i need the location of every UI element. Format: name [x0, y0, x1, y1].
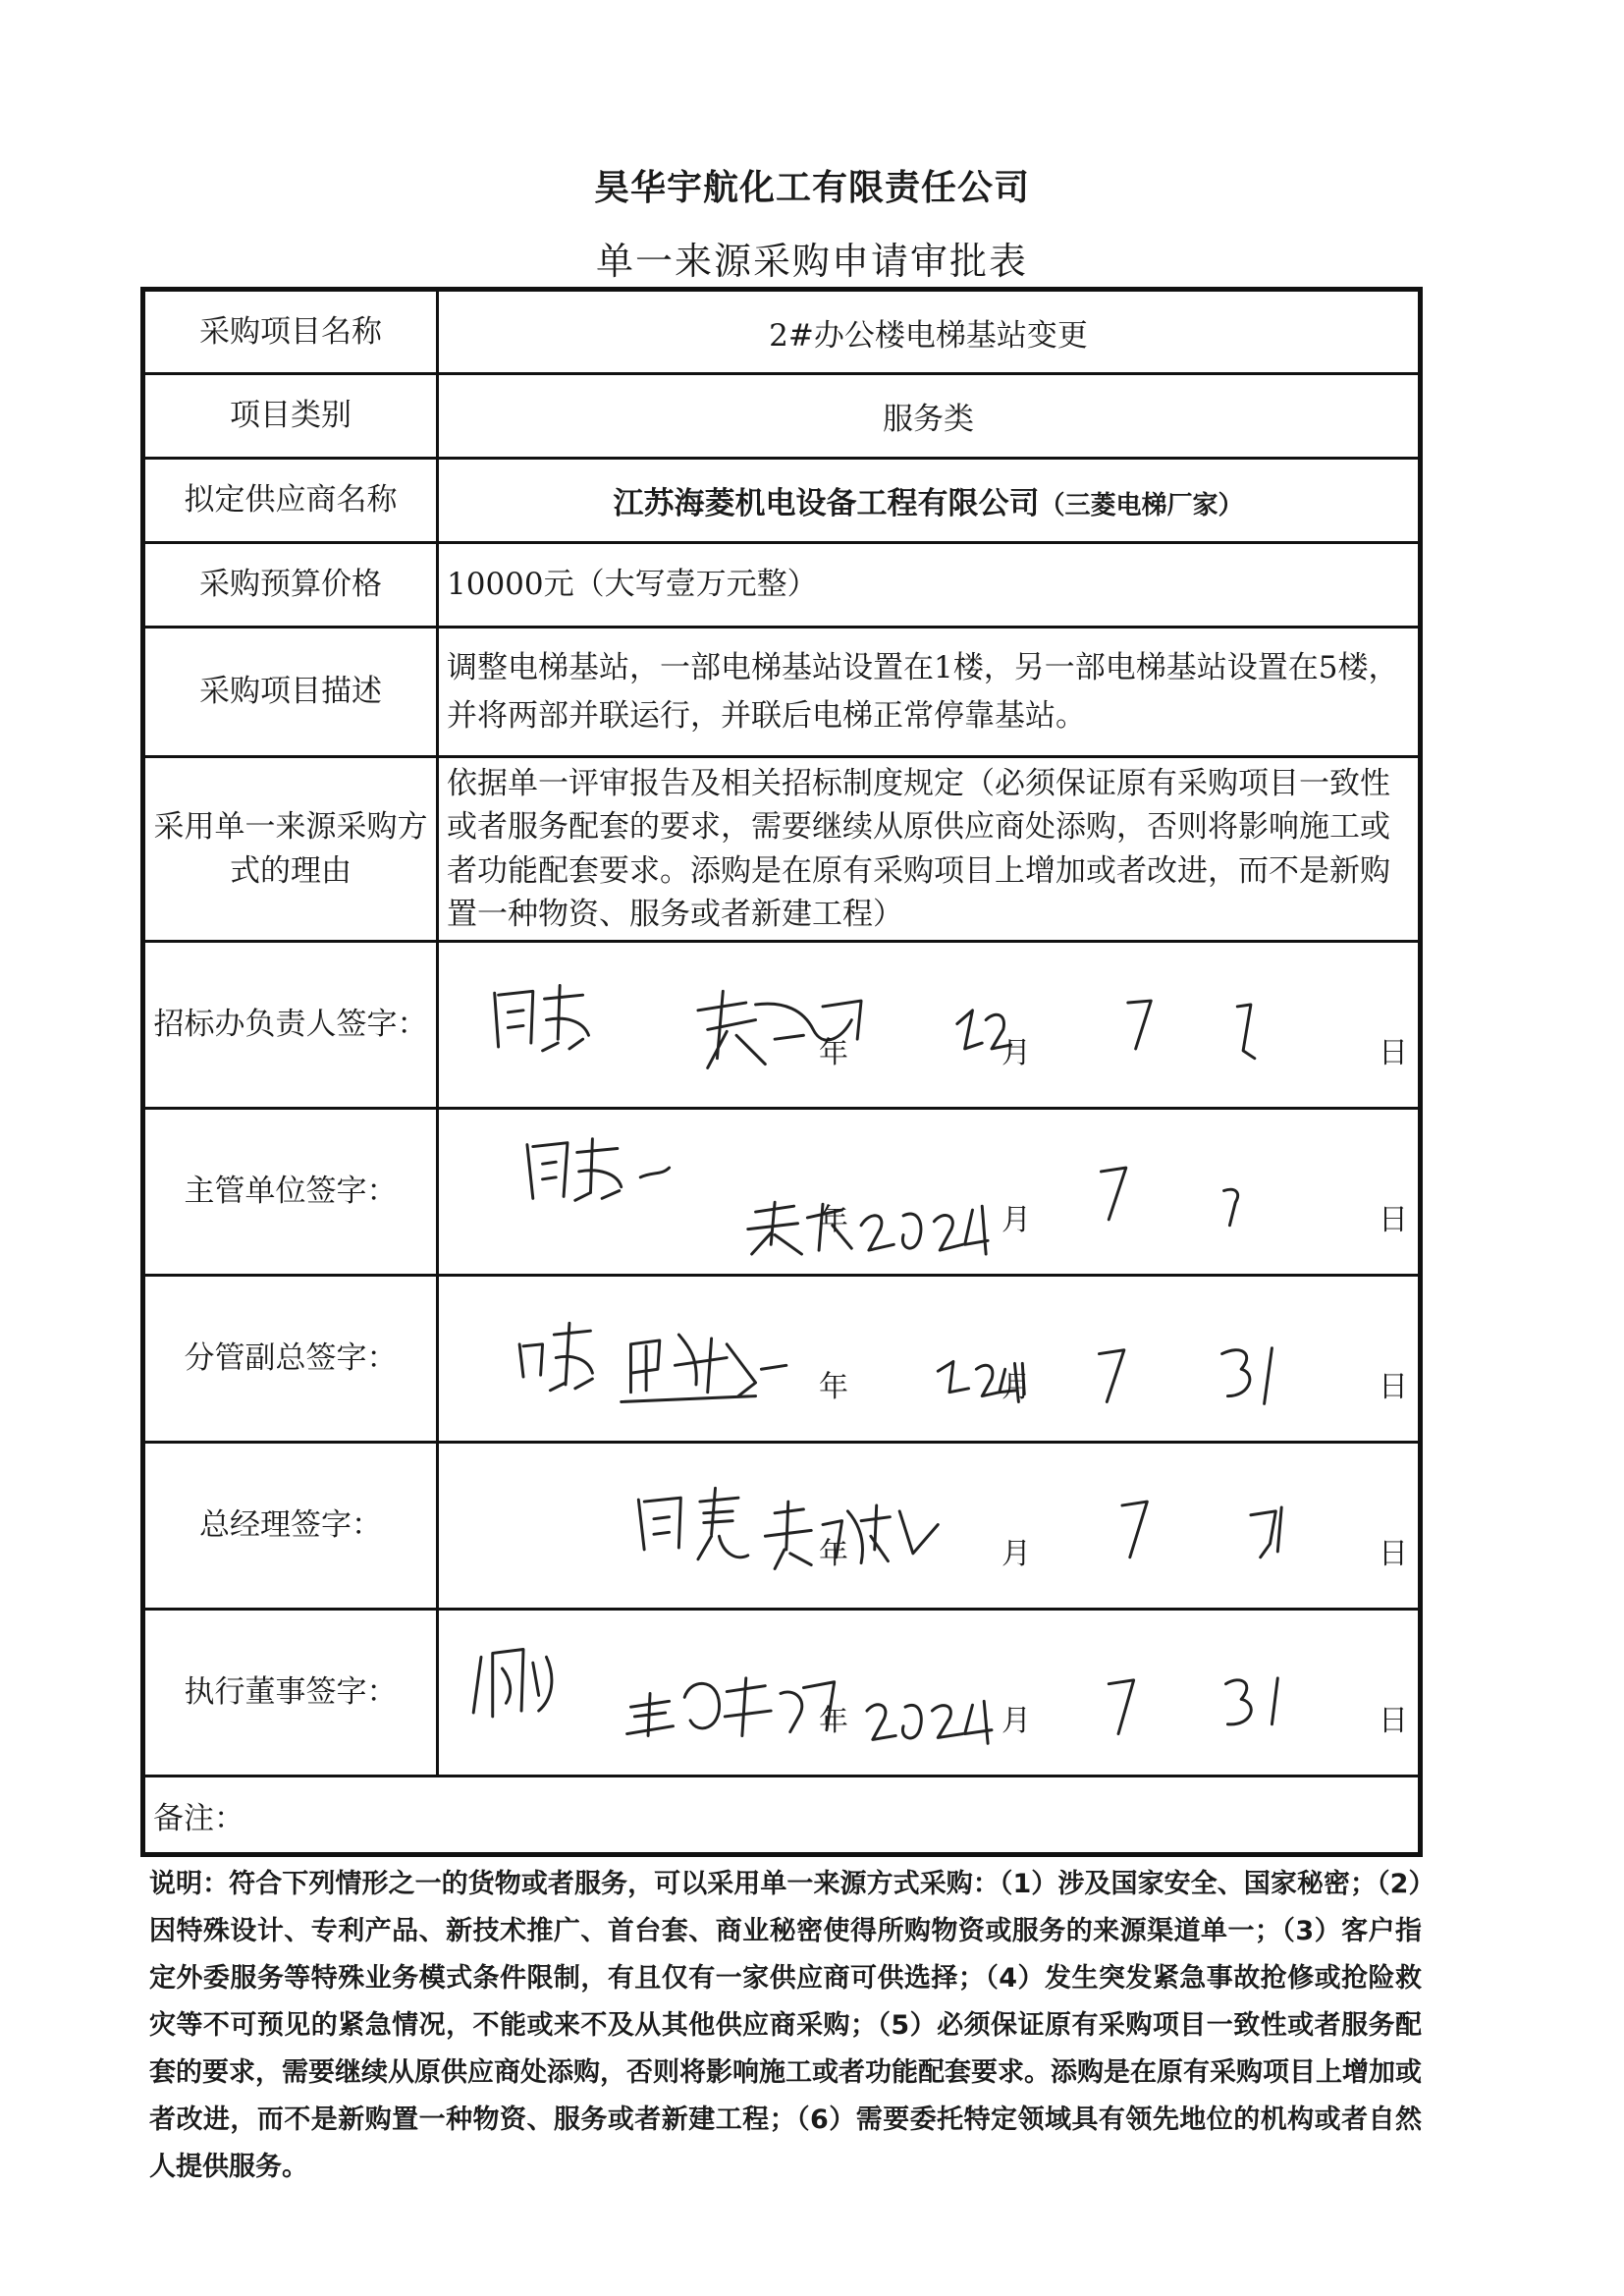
- value-budget: 10000元（大写壹万元整）: [438, 543, 1421, 628]
- date-day-unit: 日: [1379, 1537, 1408, 1571]
- row-project-name: [143, 290, 1421, 374]
- handwritten-signature-image: [439, 1277, 1418, 1441]
- date-year-unit: 年: [819, 1203, 848, 1237]
- signature-cell: [438, 1109, 1421, 1276]
- explanation-text: 说明：符合下列情形之一的货物或者服务，可以采用单一来源方式采购：（1）涉及国家安全、国家秘密；（2）因特殊设计、专利产品、新技术推广、首台套、商业秘密使得所购物资或服务的来源渠道单一；（3）客户指定外委服务等特殊业务模式条件限制，有且仅有一家供应商可供选择；（4）发生突发紧急事故抢修或抢险救灾等不可预见的紧急情况，不能或来不及从其他供应商采购；（5）必须保证原有采购项目一致性或者服务配套的要求，需要继续从原供应商处添购，否则将影响施工或者功能配套要求。添购是在原有采购项目上增加或者改进，而不是新购置一种物资、服务或者新建工程；（6）需要委托特定领域具有领先地位的机构或者自然人提供服务。: [149, 1869, 1422, 2182]
- date-day-unit: 日: [1379, 1704, 1408, 1738]
- date-day-unit: 日: [1379, 1036, 1408, 1070]
- date-year-unit: 年: [819, 1537, 848, 1571]
- signature-row-executive-director: [143, 1610, 1421, 1777]
- company-name: 昊华宇航化工有限责任公司: [593, 168, 1030, 208]
- label-supplier: 拟定供应商名称: [143, 459, 438, 543]
- signature-cell: [438, 942, 1421, 1109]
- handwritten-signature-image: [439, 1611, 1418, 1775]
- value-reason: 依据单一评审报告及相关招标制度规定（必须保证原有采购项目一致性或者服务配套的要求，需要继续从原供应商处添购，否则将影响施工或者功能配套要求。添购是在原有采购项目上增加或者改进，而不是新购置一种物资、服务或者新建工程）: [438, 757, 1421, 942]
- value-supplier-cell: [438, 459, 1421, 543]
- signature-cell: [438, 1276, 1421, 1443]
- row-remarks: [143, 1777, 1421, 1855]
- signature-row-bidding-office: [143, 942, 1421, 1109]
- date-month-unit: 月: [1001, 1203, 1031, 1237]
- signature-label: 总经理签字：: [143, 1443, 438, 1610]
- date-month-unit: 月: [1001, 1036, 1031, 1070]
- row-supplier: [143, 459, 1421, 543]
- label-budget: 采购预算价格: [143, 543, 438, 628]
- handwritten-signature-image: [439, 1110, 1418, 1274]
- signature-row-department: [143, 1109, 1421, 1276]
- date-month-unit: 月: [1001, 1537, 1031, 1571]
- label-project-name: 采购项目名称: [143, 290, 438, 374]
- row-budget: [143, 543, 1421, 628]
- label-description: 采购项目描述: [143, 628, 438, 757]
- signature-row-vice-president: [143, 1276, 1421, 1443]
- date-month-unit: 月: [1001, 1704, 1031, 1738]
- remarks-label: 备注：: [143, 1777, 1421, 1855]
- row-category: [143, 374, 1421, 459]
- form-title: 单一来源采购申请审批表: [595, 240, 1028, 283]
- label-category: 项目类别: [143, 374, 438, 459]
- signature-label: 分管副总签字：: [143, 1276, 438, 1443]
- row-reason: [143, 757, 1421, 942]
- handwritten-signature-image: [439, 943, 1418, 1107]
- signature-date: [819, 1199, 1408, 1238]
- date-year-unit: 年: [819, 1036, 848, 1070]
- handwritten-signature-image: [439, 1444, 1418, 1608]
- row-description: [143, 628, 1421, 757]
- date-month-unit: 月: [1001, 1370, 1031, 1404]
- approval-form-table: [140, 287, 1423, 1857]
- signature-row-general-manager: [143, 1443, 1421, 1610]
- date-day-unit: 日: [1379, 1370, 1408, 1404]
- supplier-note: （三菱电梯厂家）: [1039, 491, 1244, 520]
- signature-label: 主管单位签字：: [143, 1109, 438, 1276]
- signature-date: [819, 1700, 1408, 1739]
- signature-cell: [438, 1610, 1421, 1777]
- signature-label: 招标办负责人签字：: [143, 942, 438, 1109]
- date-day-unit: 日: [1379, 1203, 1408, 1237]
- signature-date: [819, 1032, 1408, 1071]
- date-year-unit: 年: [819, 1704, 848, 1738]
- value-category: 服务类: [438, 374, 1421, 459]
- label-reason: 采用单一来源采购方式的理由: [143, 757, 438, 942]
- signature-date: [819, 1533, 1408, 1572]
- value-project-name: 2#办公楼电梯基站变更: [438, 290, 1421, 374]
- value-description: 调整电梯基站，一部电梯基站设置在1楼，另一部电梯基站设置在5楼，并将两部并联运行，并联后电梯正常停靠基站。: [438, 628, 1421, 757]
- signature-cell: [438, 1443, 1421, 1610]
- date-year-unit: 年: [819, 1370, 848, 1404]
- signature-date: [819, 1366, 1408, 1405]
- signature-label: 执行董事签字：: [143, 1610, 438, 1777]
- value-supplier: 江苏海菱机电设备工程有限公司: [613, 486, 1040, 521]
